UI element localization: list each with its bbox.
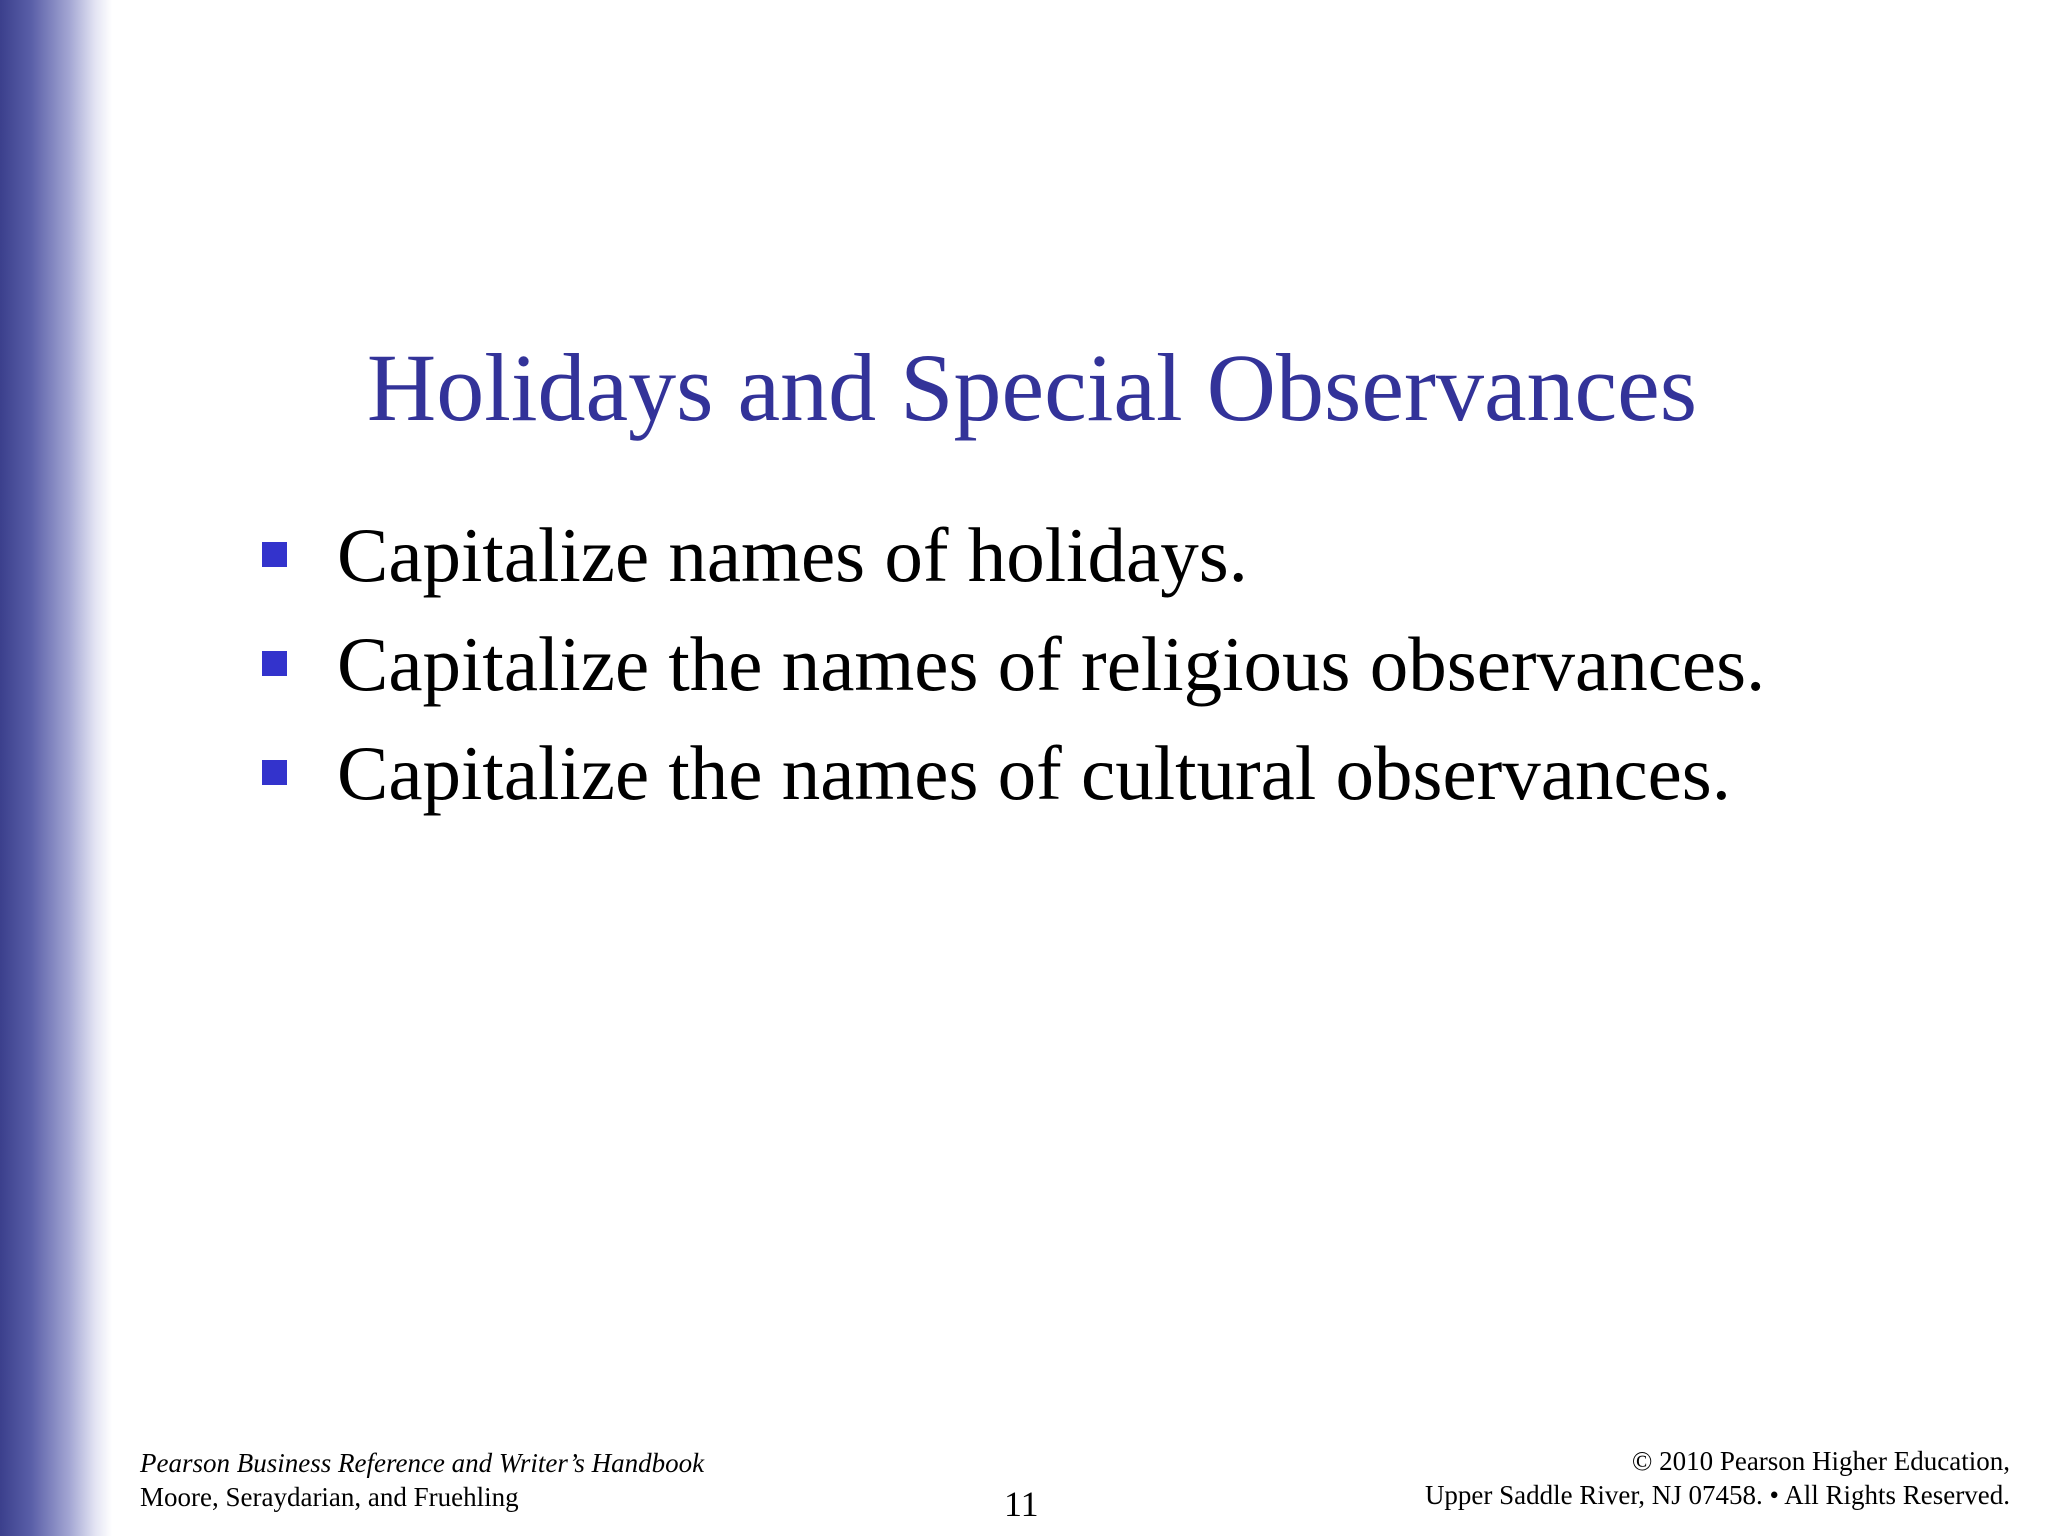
bullet-item bbox=[262, 500, 1765, 609]
copyright-line-2: Upper Saddle River, NJ 07458. • All Rights Reserved. bbox=[1424, 1480, 2010, 1510]
copyright-line-1: © 2010 Pearson Higher Education, bbox=[1631, 1446, 2010, 1476]
bullet-list bbox=[262, 500, 1765, 827]
square-bullet-icon bbox=[262, 651, 287, 676]
square-bullet-icon bbox=[262, 542, 287, 567]
square-bullet-icon bbox=[262, 760, 287, 785]
bullet-text: Capitalize names of holidays. bbox=[337, 511, 1248, 598]
book-authors: Moore, Seraydarian, and Fruehling bbox=[140, 1482, 519, 1512]
bullet-text: Capitalize the names of religious observances. bbox=[337, 620, 1766, 707]
page-number: 11 bbox=[1004, 1484, 1039, 1524]
book-title: Pearson Business Reference and Writer’s Handbook bbox=[140, 1448, 705, 1478]
bullet-text: Capitalize the names of cultural observances. bbox=[337, 729, 1732, 816]
slide-title: Holidays and Special Observances bbox=[366, 334, 1698, 441]
side-gradient-bar bbox=[0, 0, 112, 1536]
bullet-item bbox=[262, 718, 1765, 827]
footer-citation bbox=[140, 1446, 704, 1514]
bullet-item bbox=[262, 609, 1765, 718]
footer-copyright bbox=[1425, 1444, 2010, 1512]
